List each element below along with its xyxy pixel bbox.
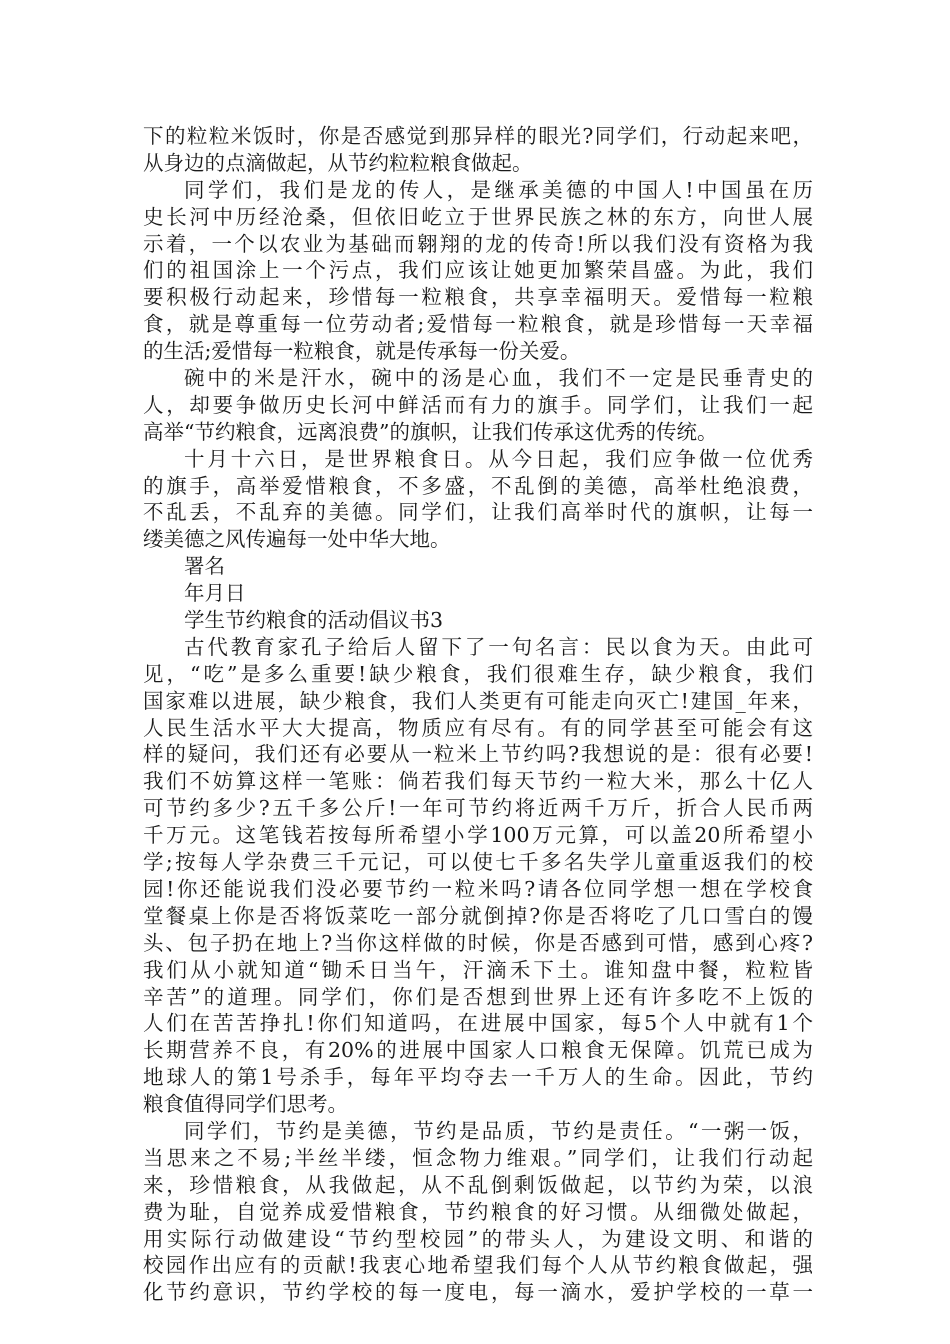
text-line: 粮食值得同学们思考。 bbox=[143, 1092, 348, 1117]
text-line: 的旗手，高举爱惜粮食，不多盛，不乱倒的美德，高举杜绝浪费， bbox=[143, 473, 813, 498]
text-line: 的生活;爱惜每一粒粮食，就是传承每一份关爱。 bbox=[143, 339, 581, 364]
text-line: 学生节约粮食的活动倡议书3 bbox=[184, 608, 444, 633]
paragraph bbox=[143, 607, 813, 634]
text-line: 署名 bbox=[184, 554, 225, 579]
text-line: 头、包子扔在地上?当你这样做的时候，你是否感到可惜，感到心疼? bbox=[143, 930, 813, 955]
paragraph bbox=[143, 123, 813, 177]
text-line: 示着，一个以农业为基础而翱翔的龙的传奇!所以我们没有资格为我 bbox=[143, 231, 813, 256]
text-line: 高举“节约粮食，远离浪费”的旗帜，让我们传承这优秀的传统。 bbox=[143, 419, 718, 444]
text-line: 年月日 bbox=[184, 581, 246, 606]
text-line: 缕美德之风传遍每一处中华大地。 bbox=[143, 527, 451, 552]
text-line: 人民生活水平大大提高，物质应有尽有。有的同学甚至可能会有这 bbox=[143, 715, 813, 740]
text-line: 长期营养不良，有20%的进展中国家人口粮食无保障。饥荒已成为 bbox=[143, 1038, 813, 1063]
text-line: 同学们，节约是美德，节约是品质，节约是责任。“一粥一饭， bbox=[184, 1118, 813, 1143]
text-line: 们的祖国涂上一个污点，我们应该让她更加繁荣昌盛。为此，我们 bbox=[143, 258, 813, 283]
text-line: 辛苦”的道理。同学们，你们是否想到世界上还有许多吃不上饭的 bbox=[143, 984, 813, 1009]
paragraph bbox=[143, 553, 813, 580]
paragraph bbox=[143, 446, 813, 554]
text-line: 千万元。这笔钱若按每所希望小学100万元算，可以盖20所希望小 bbox=[143, 823, 813, 848]
text-line: 古代教育家孔子给后人留下了一句名言：民以食为天。由此可 bbox=[184, 634, 813, 659]
text-line: 堂餐桌上你是否将饭菜吃一部分就倒掉?你是否将吃了几口雪白的馒 bbox=[143, 903, 813, 928]
text-line: 我们不妨算这样一笔账：倘若我们每天节约一粒大米，那么十亿人 bbox=[143, 769, 813, 794]
document-body bbox=[143, 123, 813, 1306]
text-line: 食，就是尊重每一位劳动者;爱惜每一粒粮食，就是珍惜每一天幸福 bbox=[143, 312, 813, 337]
text-line: 要积极行动起来，珍惜每一粒粮食，共享幸福明天。爱惜每一粒粮 bbox=[143, 285, 813, 310]
text-line: 十月十六日，是世界粮食日。从今日起，我们应争做一位优秀 bbox=[184, 446, 813, 471]
text-line: 下的粒粒米饭时，你是否感觉到那异样的眼光?同学们，行动起来吧， bbox=[143, 124, 813, 148]
text-line: 见，“吃”是多么重要!缺少粮食，我们很难生存，缺少粮食，我们 bbox=[143, 661, 813, 686]
text-line: 费为耻，自觉养成爱惜粮食，节约粮食的好习惯。从细微处做起， bbox=[143, 1199, 813, 1224]
text-line: 可节约多少?五千多公斤!一年可节约将近两千万斤，折合人民币两 bbox=[143, 796, 813, 821]
text-line: 化节约意识，节约学校的每一度电，每一滴水，爱护学校的一草一 bbox=[143, 1280, 813, 1305]
text-line: 地球人的第1号杀手，每年平均夺去一千万人的生命。因此，节约 bbox=[143, 1065, 813, 1090]
paragraph bbox=[143, 634, 813, 1118]
text-line: 来，珍惜粮食，从我做起，从不乱倒剩饭做起，以节约为荣，以浪 bbox=[143, 1172, 813, 1197]
text-line: 碗中的米是汗水，碗中的汤是心血，我们不一定是民垂青史的 bbox=[184, 366, 813, 391]
paragraph bbox=[143, 580, 813, 607]
text-line: 人们在苦苦挣扎!你们知道吗，在进展中国家，每5个人中就有1个 bbox=[143, 1011, 813, 1036]
text-line: 用实际行动做建设“节约型校园”的带头人，为建设文明、和谐的 bbox=[143, 1226, 813, 1251]
text-line: 不乱丢，不乱弃的美德。同学们，让我们高举时代的旗帜，让每一 bbox=[143, 500, 813, 525]
text-line: 史长河中历经沧桑，但依旧屹立于世界民族之林的东方，向世人展 bbox=[143, 204, 813, 229]
text-line: 国家难以进展，缺少粮食，我们人类更有可能走向灭亡!建国_年来， bbox=[143, 688, 813, 713]
text-line: 园!你还能说我们没必要节约一粒米吗?请各位同学想一想在学校食 bbox=[143, 876, 813, 901]
paragraph bbox=[143, 1118, 813, 1306]
paragraph bbox=[143, 177, 813, 365]
text-line: 同学们，我们是龙的传人，是继承美德的中国人!中国虽在历 bbox=[184, 177, 813, 202]
paragraph bbox=[143, 365, 813, 446]
text-line: 我们从小就知道“锄禾日当午，汗滴禾下土。谁知盘中餐，粒粒皆 bbox=[143, 957, 813, 982]
text-line: 样的疑问，我们还有必要从一粒米上节约吗?我想说的是：很有必要! bbox=[143, 742, 813, 767]
text-line: 人，却要争做历史长河中鲜活而有力的旗手。同学们，让我们一起 bbox=[143, 392, 813, 417]
text-line: 校园作出应有的贡献!我衷心地希望我们每个人从节约粮食做起，强 bbox=[143, 1253, 813, 1278]
text-line: 当思来之不易;半丝半缕，恒念物力维艰。”同学们，让我们行动起 bbox=[143, 1145, 813, 1170]
text-line: 从身边的点滴做起，从节约粒粒粮食做起。 bbox=[143, 150, 533, 175]
text-line: 学;按每人学杂费三千元记，可以使七千多名失学儿童重返我们的校 bbox=[143, 850, 813, 875]
